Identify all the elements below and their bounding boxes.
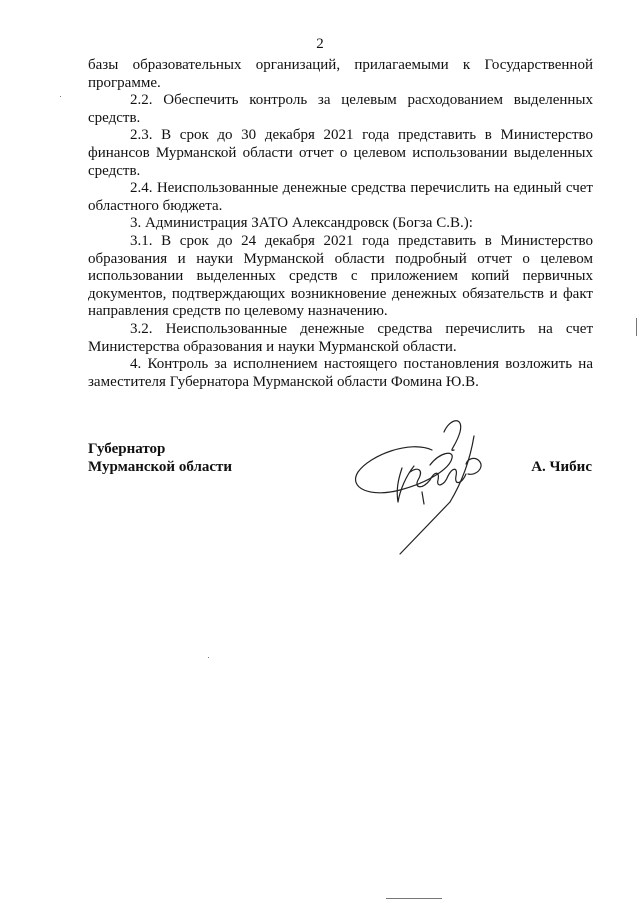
document-body: [88, 57, 593, 391]
scan-artifact-dot: [208, 657, 209, 658]
signatory-title: Губернатор: [88, 441, 166, 457]
paragraph-3: 3. Администрация ЗАТО Александровск (Богза С.В.):: [130, 215, 473, 232]
signatory-position: [88, 440, 232, 476]
paragraph-4: 4. Контроль за исполнением настоящего постановления возложить на заместителя Губернатора Мурманской области Фомина Ю.В.: [88, 356, 593, 390]
scan-artifact-right: [636, 318, 637, 336]
page-number: 2: [316, 36, 324, 52]
paragraph-continuation: базы образовательных организаций, прилагаемыми к Государственной программе.: [88, 57, 593, 91]
paragraph-3-2: 3.2. Неиспользованные денежные средства перечислить на счет Министерства образования и науки Мурманской области.: [88, 320, 593, 355]
scan-artifact-bottom: [386, 898, 442, 899]
scan-artifact-dot: [60, 96, 61, 97]
paragraph-2-3: 2.3. В срок до 30 декабря 2021 года представить в Министерство финансов Мурманской области отчет о целевом использовании выделенных средств.: [88, 127, 593, 179]
paragraph-2-2: 2.2. Обеспечить контроль за целевым расходованием выделенных средств.: [88, 92, 593, 126]
paragraph-3-1: 3.1. В срок до 24 декабря 2021 года представить в Министерство образования и науки Мурманской области подробный отчет о целевом использовании выделенных средств с приложением копий первичных документов, подтверждающих возникновение денежных обязательств и факт направления средств по целевому назначению.: [88, 232, 593, 320]
handwritten-signature: [340, 410, 510, 560]
signatory-region: Мурманской области: [88, 459, 233, 475]
signatory-name: А. Чибис: [531, 459, 592, 475]
paragraph-2-4: 2.4. Неиспользованные денежные средства перечислить на единый счет областного бюджета.: [88, 180, 593, 214]
